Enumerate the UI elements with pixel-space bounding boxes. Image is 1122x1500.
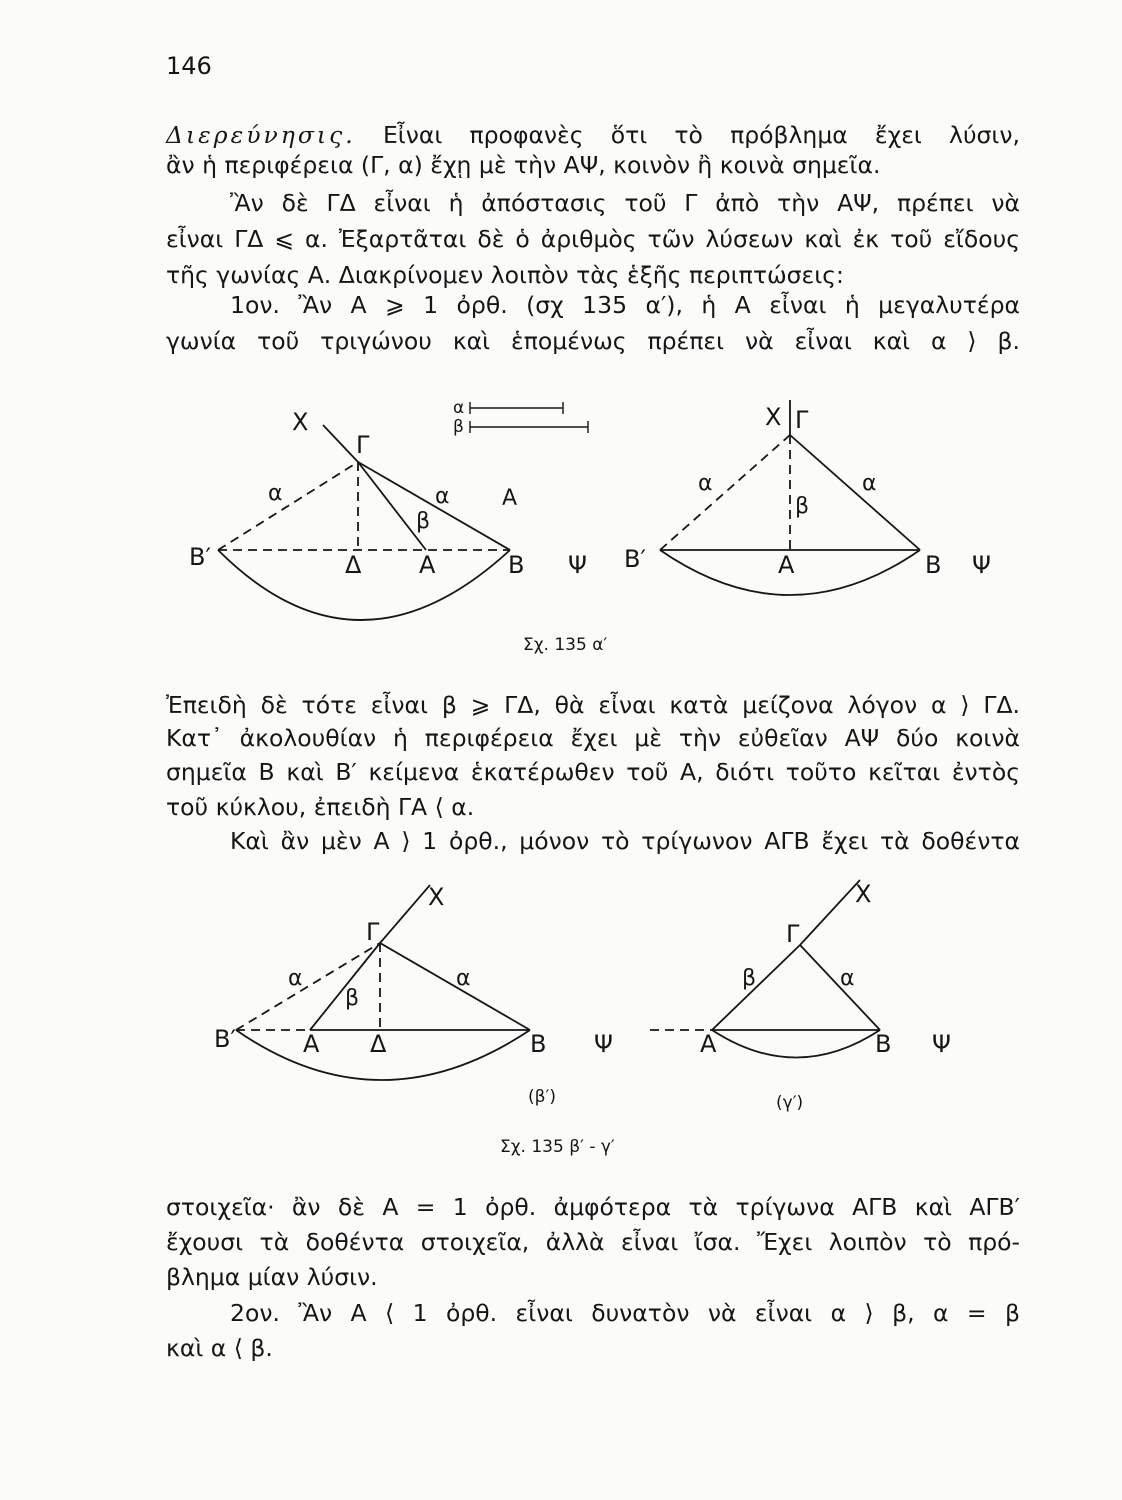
figure2-left-label-x: Χ xyxy=(428,883,445,911)
figure1-left-label-b: Β xyxy=(508,551,525,579)
figure2-left-label-d: Δ xyxy=(370,1030,387,1058)
figure1-right-label-alpha: α xyxy=(698,471,713,496)
paragraph-line: τῆς γωνίας Α. Διακρίνομεν λοιπὸν τὰς ἑξῆς περιπτώσεις: xyxy=(166,261,844,289)
paragraph-line: ἔχουσι τὰ δοθέντα στοιχεῖα, ἀλλὰ εἶναι ἴσα. Ἔχει λοιπὸν τὸ πρό- xyxy=(166,1228,1020,1256)
figure1-left-label-alpha: α xyxy=(435,484,450,509)
figure2-right xyxy=(650,880,880,1058)
figure2-left-sublabel: (β′) xyxy=(528,1087,556,1107)
page-number: 146 xyxy=(166,52,212,80)
paragraph-line: καὶ α ⟨ β. xyxy=(166,1334,273,1362)
section-heading: Διερεύνησις. xyxy=(166,121,356,149)
figure2-caption: Σχ. 135 β′ - γ′ xyxy=(500,1137,615,1157)
figure1-left-label-beta: β xyxy=(416,509,431,534)
figure2-right-label-beta: β xyxy=(742,966,757,991)
figure1-left-label-alpha: α xyxy=(268,481,283,506)
figure1-left-label-g: Γ xyxy=(356,431,370,459)
legend-alpha-label: α xyxy=(453,398,465,418)
figure2-left-label-a: Α xyxy=(303,1030,320,1058)
figure1-left-label-a: Α xyxy=(419,551,436,579)
figure1-right-label-g: Γ xyxy=(795,406,809,434)
figure2-left-label-b-prime: Β′ xyxy=(214,1025,236,1053)
paragraph-line: στοιχεῖα· ἂν δὲ Α = 1 ὀρθ. ἀμφότερα τὰ τρίγωνα ΑΓΒ καὶ ΑΓΒ′ xyxy=(166,1193,1020,1221)
legend-beta-label: β xyxy=(453,417,464,437)
figure2-right-label-psi: Ψ xyxy=(932,1030,951,1058)
paragraph-line: Ἐπειδὴ δὲ τότε εἶναι β ⩾ ΓΔ, θὰ εἶναι κατὰ μείζονα λόγον α ⟩ ΓΔ. xyxy=(166,691,1020,719)
figure2-right-label-a: Α xyxy=(700,1030,717,1058)
figure1-right-label-a: Α xyxy=(778,551,795,579)
figure1-right-label-b: Β xyxy=(925,551,942,579)
figure2-left-label-alpha: α xyxy=(456,966,471,991)
paragraph-line: Κατ᾽ ἀκολουθίαν ἡ περιφέρεια ἔχει μὲ τὴν εὐθεῖαν ΑΨ δύο κοινὰ xyxy=(166,724,1020,752)
figure2-left xyxy=(236,885,530,1080)
figure1-right-label-alpha: α xyxy=(862,471,877,496)
paragraph-line: γωνία τοῦ τριγώνου καὶ ἑπομένως πρέπει νὰ εἶναι καὶ α ⟩ β. xyxy=(166,327,1020,355)
figure2-left-label-beta: β xyxy=(345,986,360,1011)
figure1-right xyxy=(660,400,920,595)
legend-segments xyxy=(453,398,588,437)
figure1-left xyxy=(218,425,510,620)
figure1-right-label-psi: Ψ xyxy=(972,551,991,579)
paragraph-line: Καὶ ἂν μὲν Α ⟩ 1 ὀρθ., μόνον τὸ τρίγωνον ΑΓΒ ἔχει τὰ δοθέντα xyxy=(230,827,1020,855)
figure2-right-sublabel: (γ′) xyxy=(776,1093,804,1113)
figure1-left-label-psi: Ψ xyxy=(568,551,587,579)
figure1-left-label-x: Χ xyxy=(292,408,309,436)
figure1-left-label-a-top: Α xyxy=(502,486,518,511)
paragraph-line: εἶναι ΓΔ ⩽ α. Ἐξαρτᾶται δὲ ὁ ἀριθμὸς τῶν λύσεων καὶ ἐκ τοῦ εἴδους xyxy=(166,225,1020,253)
figure1-left-label-d: Δ xyxy=(345,551,362,579)
figure1-right-label-beta: β xyxy=(795,494,810,519)
paragraph-line: βλημα μίαν λύσιν. xyxy=(166,1263,378,1291)
paragraph-line: σημεῖα Β καὶ Β′ κείμενα ἑκατέρωθεν τοῦ Α, διότι τοῦτο κεῖται ἐντὸς xyxy=(166,758,1020,786)
figure2-left-label-psi: Ψ xyxy=(594,1030,613,1058)
figure2-right-label-b: Β xyxy=(875,1030,892,1058)
line-text: Εἶναι προφανὲς ὅτι τὸ πρόβλημα ἔχει λύσιν, xyxy=(382,121,1020,149)
paragraph-line: Ἂν δὲ ΓΔ εἶναι ἡ ἀπόστασις τοῦ Γ ἀπὸ τὴν ΑΨ, πρέπει νὰ xyxy=(230,189,1020,217)
figure2-left-label-g: Γ xyxy=(366,918,380,946)
paragraph-line: τοῦ κύκλου, ἐπειδὴ ΓΑ ⟨ α. xyxy=(166,793,475,821)
figure2-left-label-b: Β xyxy=(530,1030,547,1058)
paragraph-line xyxy=(166,120,1020,150)
figure1-right-label-x: Χ xyxy=(765,403,782,431)
figure1-right-label-b-prime: Β′ xyxy=(624,545,646,573)
figure1-caption: Σχ. 135 α′ xyxy=(523,635,608,655)
figure2-right-label-x: Χ xyxy=(855,880,872,908)
figure2-left-label-alpha: α xyxy=(288,966,303,991)
paragraph-line: 2ον. Ἂν Α ⟨ 1 ὀρθ. εἶναι δυνατὸν νὰ εἶναι α ⟩ β, α = β xyxy=(230,1299,1020,1327)
figure1-left-label-b-prime: Β′ xyxy=(189,543,211,571)
figure2-right-label-g: Γ xyxy=(786,920,800,948)
paragraph-line: ἂν ἡ περιφέρεια (Γ, α) ἔχῃ μὲ τὴν ΑΨ, κοινὸν ἢ κοινὰ σημεῖα. xyxy=(166,151,881,179)
paragraph-line: 1ον. Ἂν Α ⩾ 1 ὀρθ. (σχ 135 α′), ἡ Α εἶναι ἡ μεγαλυτέρα xyxy=(230,291,1020,319)
figure2-right-label-alpha: α xyxy=(840,966,855,991)
